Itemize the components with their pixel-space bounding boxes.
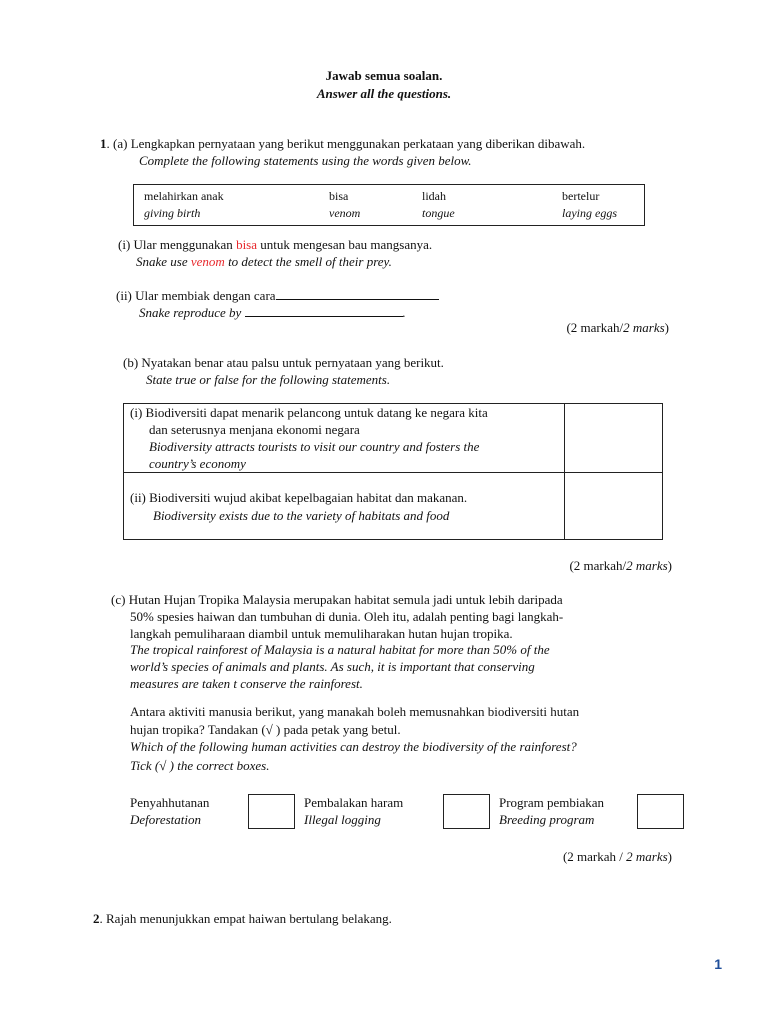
marks-text: (2 markah /: [562, 849, 627, 864]
q1c-para-en-2: world’s species of animals and plants. As such, it is important that conserving: [130, 659, 535, 674]
word-bank-item: laying eggs: [562, 206, 617, 220]
tick-box-breeding-program[interactable]: [637, 794, 684, 829]
item-i-ms-post: untuk mengesan bau mangsanya.: [257, 237, 433, 252]
word-bank-item: bertelur: [562, 189, 600, 203]
marks-text: 2 marks: [623, 320, 665, 335]
item-number: (i): [130, 405, 143, 420]
q1c-question-en-2: Tick (√ ) the correct boxes.: [130, 758, 270, 773]
marks-q1a: [566, 320, 669, 336]
option-label: Penyahhutanan: [130, 795, 210, 810]
q1c-question-en-1: Which of the following human activities can destroy the biodiversity of the rainforest?: [130, 739, 577, 754]
q1c-question-ms-1: Antara aktiviti manusia berikut, yang manakah boleh memusnahkan biodiversiti hutan: [130, 704, 580, 719]
tick-box-illegal-logging[interactable]: [443, 794, 490, 829]
item-i-ms-pre: Ular menggunakan: [133, 237, 237, 252]
q1c-question-ms-2: hujan tropika? Tandakan (√ ) pada petak yang betul.: [130, 722, 401, 737]
word-bank-item: bisa: [329, 189, 349, 203]
marks-text: ): [664, 320, 669, 335]
marks-q1c: [563, 849, 672, 865]
option-label: Deforestation: [130, 812, 202, 827]
statement-text: Biodiversiti dapat menarik pelancong untuk datang ke negara kita: [145, 405, 488, 420]
word-bank-item: lidah: [422, 189, 446, 203]
marks-text: 2 marks: [626, 558, 668, 573]
answer-blank-en[interactable]: [245, 305, 403, 317]
marks-text: ): [667, 558, 672, 573]
statement-i-ms-1: [130, 405, 488, 421]
item-ii-en: Snake reproduce by: [139, 305, 245, 320]
marks-q1b: [569, 558, 672, 574]
answer-blank-ms[interactable]: [276, 288, 439, 300]
item-ii-ms: Ular membiak dengan cara: [135, 288, 276, 303]
q1a-item-ii-en: Snake reproduce by .: [139, 305, 406, 320]
option-label: Illegal logging: [304, 812, 381, 827]
q1a-label: (a): [113, 136, 128, 151]
item-number: (i): [118, 237, 131, 252]
tick-box-deforestation[interactable]: [248, 794, 295, 829]
q1b-instruction-ms: Nyatakan benar atau palsu untuk pernyataan yang berikut.: [141, 355, 444, 370]
word-bank-item: giving birth: [144, 206, 201, 220]
word-bank-item: tongue: [422, 206, 455, 220]
option-label: Breeding program: [499, 812, 595, 827]
para-text: Hutan Hujan Tropika Malaysia merupakan habitat semula jadi untuk lebih daripada: [128, 592, 563, 607]
q1a-instruction-en: Complete the following statements using the words given below.: [139, 153, 472, 168]
page-number: 1: [714, 956, 722, 972]
answer-cell[interactable]: [565, 404, 663, 473]
marks-text: 2 marks: [626, 849, 668, 864]
answer-cell[interactable]: [565, 473, 663, 540]
marks-text: ): [667, 849, 672, 864]
q1a-instruction-ms: Lengkapkan pernyataan yang berikut menggunakan perkataan yang diberikan dibawah.: [130, 136, 586, 151]
q1c-para-ms-1: [111, 592, 563, 608]
q1c-para-ms-2: 50% spesies haiwan dan tumbuhan di dunia. Oleh itu, adalah penting bagi langkah-: [130, 609, 564, 624]
statement-i-ms-2: dan seterusnya menjana ekonomi negara: [149, 422, 360, 437]
q2-text: [93, 911, 392, 927]
statement-i-en-1: Biodiversity attracts tourists to visit our country and fosters the: [149, 439, 480, 454]
statement-i-en-2: country’s economy: [149, 456, 246, 471]
title-malay: Jawab semua soalan.: [325, 68, 443, 83]
q1c-para-en-3: measures are taken t conserve the rainforest.: [130, 676, 363, 691]
q1b-instruction: [123, 355, 444, 371]
q1b-label: (b): [123, 355, 139, 370]
statement-cell: [124, 473, 565, 540]
answer-bisa: bisa: [236, 237, 258, 252]
item-i-en-pre: Snake use: [136, 254, 191, 269]
option-label: Pembalakan haram: [304, 795, 404, 810]
marks-text: (2 markah/: [566, 320, 624, 335]
answer-venom: venom: [190, 254, 225, 269]
title-english: Answer all the questions.: [316, 86, 452, 101]
q2-number: 2: [93, 911, 100, 926]
statement-text: Biodiversiti wujud akibat kepelbagaian habitat dan makanan.: [149, 490, 468, 505]
word-bank-item: venom: [329, 206, 361, 220]
q1c-para-ms-3: langkah pemuliharaan diambil untuk memuliharakan hutan hujan tropika.: [130, 626, 513, 641]
q1c-para-en-1: The tropical rainforest of Malaysia is a natural habitat for more than 50% of the: [130, 642, 550, 657]
item-i-en-post: to detect the smell of their prey.: [224, 254, 392, 269]
marks-text: (2 markah/: [569, 558, 627, 573]
item-number: (ii): [130, 490, 146, 505]
q1a-item-i-en: [136, 254, 392, 270]
item-number: (ii): [116, 288, 132, 303]
q1c-label: (c): [111, 592, 126, 607]
q1-number: 1: [100, 136, 107, 151]
q1a-item-ii: [116, 288, 439, 304]
q1b-instruction-en: State true or false for the following statements.: [146, 372, 391, 387]
word-bank-item: melahirkan anak: [144, 189, 224, 203]
option-label: Program pembiakan: [499, 795, 605, 810]
statement-ii-ms: [130, 490, 467, 506]
q1-part-a-instruction: 1. (a) Lengkapkan pernyataan yang berikut menggunakan perkataan yang diberikan dibawah.: [100, 136, 586, 151]
q2-statement: . Rajah menunjukkan empat haiwan bertulang belakang.: [99, 911, 392, 926]
q1a-item-i: [118, 237, 432, 253]
statement-ii-en: Biodiversity exists due to the variety of habitats and food: [153, 508, 450, 523]
